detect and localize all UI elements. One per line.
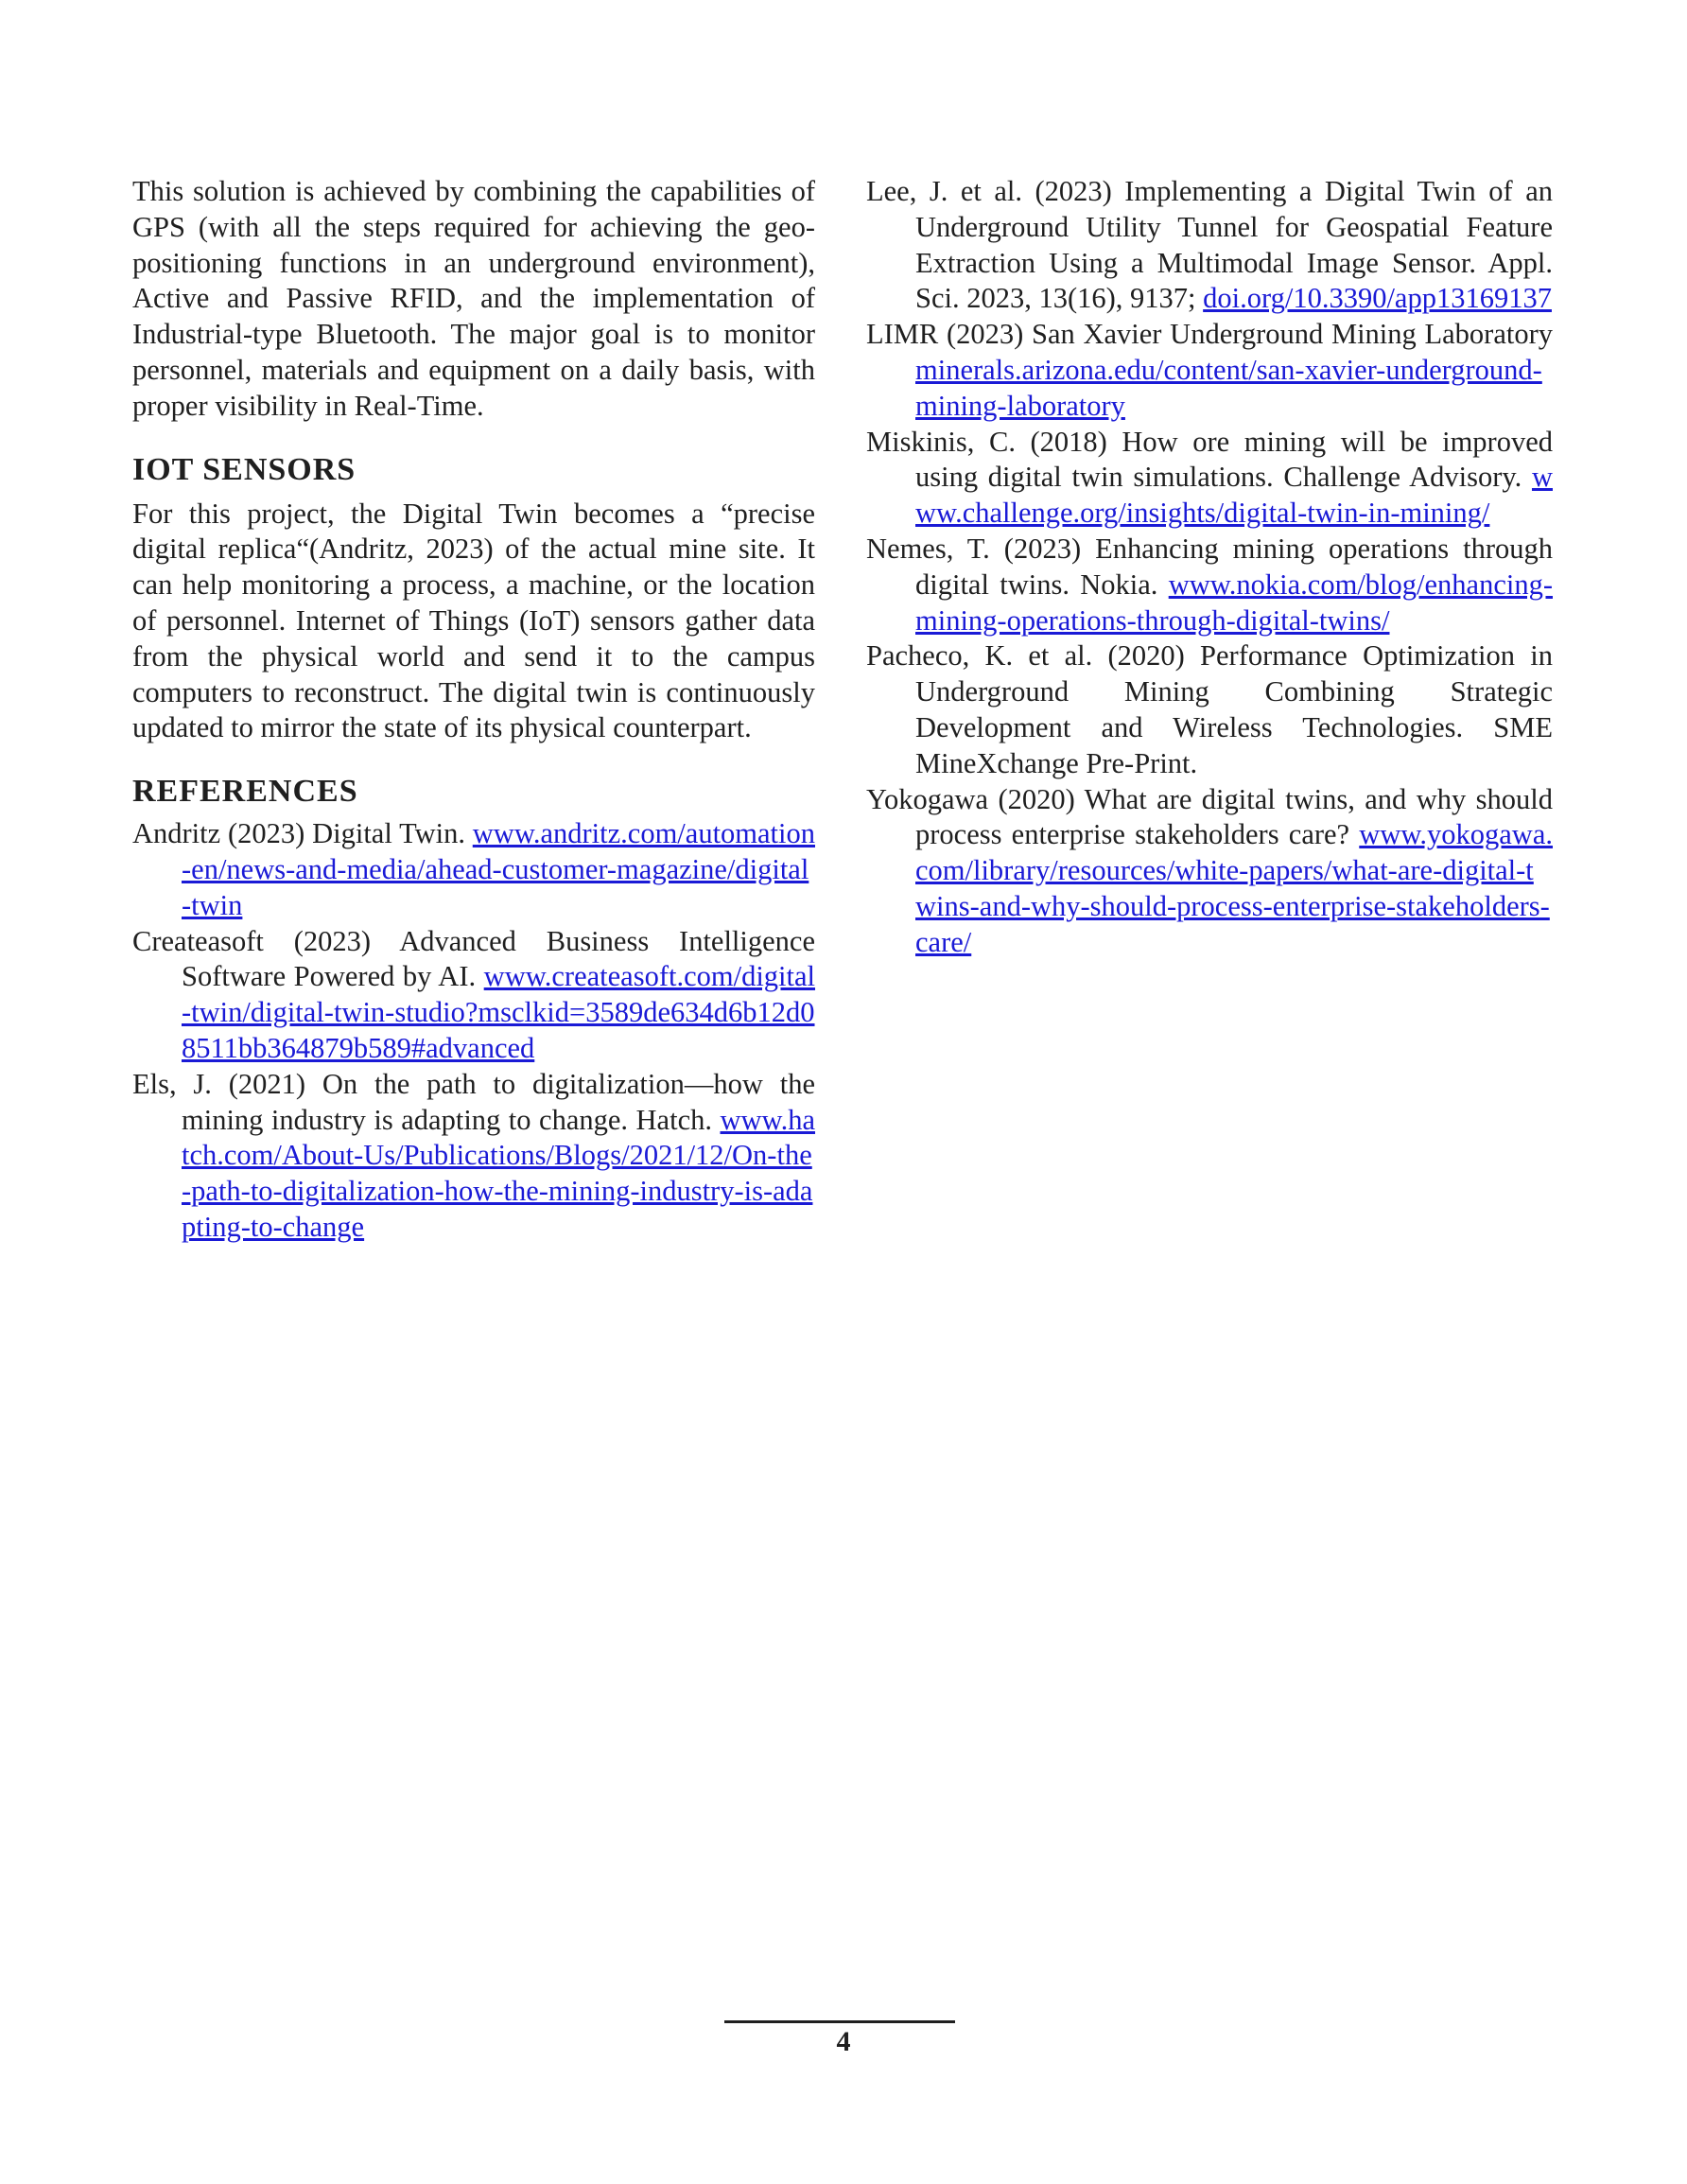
iot-paragraph: For this project, the Digital Twin becomes a “precise digital replica“(Andritz, 2023) of the actual mine site. It can help monitoring a process, a machine, or the location of personnel. Internet of Things (IoT) sensors gather data from the physical world and send it to the campus computers to reconstruct. The digital twin is continuously updated to mirror the state of its physical counterpart. [132, 497, 815, 744]
reference-text: Lee, J. et al. (2023) Implementing a Digital Twin of an Underground Utility Tunnel for Geospatial Feature Extraction Using a Multimodal Image Sensor. Appl. Sci. 2023, 13(16), 9137; [866, 175, 1553, 315]
reference-entry-nemes [866, 532, 1553, 638]
reference-text: Andritz (2023) Digital Twin. [132, 817, 465, 850]
reference-entry-createasoft [132, 924, 815, 1067]
reference-link[interactable]: www.nokia.com/blog/enhancing-mining-operations-through-digital-twins/ [915, 568, 1553, 637]
reference-link[interactable]: minerals.arizona.edu/content/san-xavier-underground-mining-laboratory [915, 353, 1542, 422]
footer-rule [724, 2020, 955, 2023]
references-heading: REFERENCES [132, 774, 358, 810]
reference-text: Miskinis, C. (2018) How ore mining will be improved using digital twin simulations. Challenge Advisory. [866, 425, 1553, 494]
iot-sensors-heading: IOT SENSORS [132, 451, 357, 487]
reference-entry-els [132, 1067, 815, 1246]
reference-text: Nemes, T. (2023) Enhancing mining operations through digital twins. Nokia. [866, 532, 1553, 601]
reference-entry-lee [866, 174, 1553, 317]
reference-link[interactable]: www.andritz.com/automation-en/news-and-media/ahead-customer-magazine/digital-twin [182, 817, 815, 921]
reference-entry-andritz [132, 816, 815, 923]
reference-link[interactable]: www.createasoft.com/digital-twin/digital-twin-studio?msclkid=3589de634d6b12d08511bb364879b589#advanced [182, 960, 816, 1064]
reference-link[interactable]: www.yokogawa.com/library/resources/white-papers/what-are-digital-twins-and-why-should-process-enterprise-stakeholders-care/ [915, 818, 1553, 958]
reference-entry-yokogawa [866, 782, 1553, 961]
reference-entry-pacheco [866, 638, 1553, 781]
intro-paragraph: This solution is achieved by combining the capabilities of GPS (with all the steps required for achieving the geo-positioning functions in an underground environment), Active and Passive RFID, and the implementation of Industrial-type Bluetooth. The major goal is to monitor personnel, materials and equipment on a daily basis, with proper visibility in Real-Time. [132, 175, 815, 422]
page-number: 4 [836, 2026, 851, 2057]
reference-link[interactable]: www.challenge.org/insights/digital-twin-in-mining/ [915, 461, 1553, 530]
reference-text: LIMR (2023) San Xavier Underground Mining Laboratory [866, 318, 1553, 351]
reference-entry-limr [866, 317, 1553, 424]
right-column [866, 174, 1553, 961]
reference-text: Createasoft (2023) Advanced Business Intelligence Software Powered by AI. [132, 924, 815, 993]
left-column [132, 174, 815, 1246]
reference-text: Els, J. (2021) On the path to digitalization—how the mining industry is adapting to change. Hatch. [132, 1067, 815, 1136]
reference-link[interactable]: doi.org/10.3390/app13169137 [1203, 282, 1552, 315]
reference-link[interactable]: www.hatch.com/About-Us/Publications/Blogs/2021/12/On-the-path-to-digitalization-how-the-mining-industry-is-adapting-to-change [182, 1103, 816, 1243]
reference-entry-miskinis [866, 425, 1553, 532]
reference-text: Yokogawa (2020) What are digital twins, and why should process enterprise stakeholders care? [866, 782, 1553, 851]
reference-text: Pacheco, K. et al. (2020) Performance Optimization in Underground Mining Combining Strategic Development and Wireless Technologies. SME MineXchange Pre-Print. [866, 639, 1553, 779]
